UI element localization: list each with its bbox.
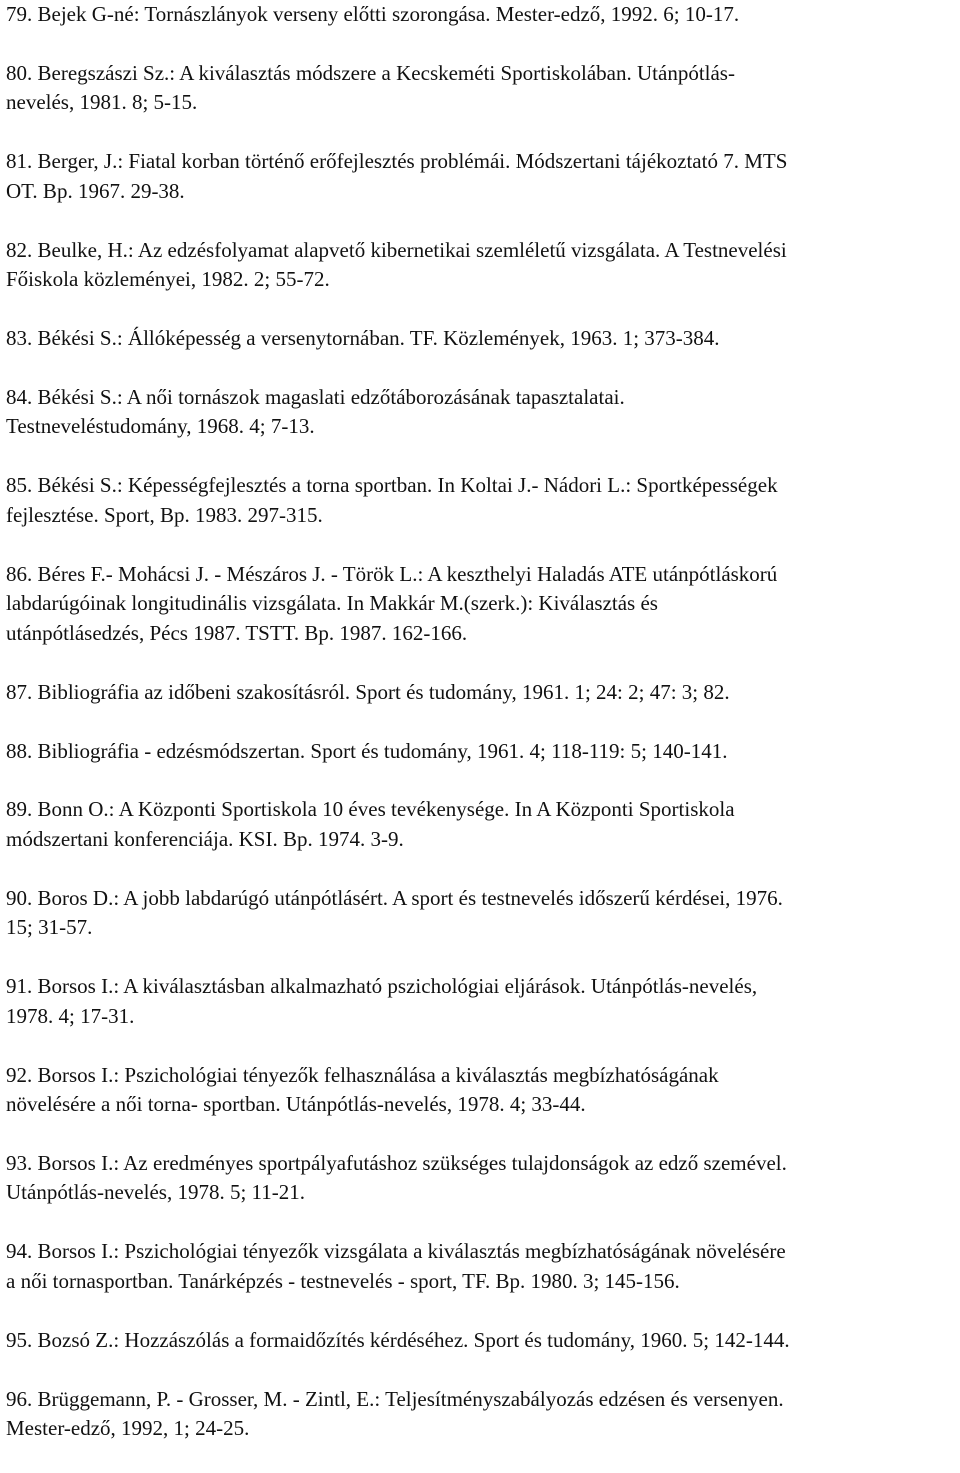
reference-90: 90. Boros D.: A jobb labdarúgó utánpótlásért. A sport és testnevelés időszerű kérdései, 1976. 15; 31-57. <box>6 885 783 940</box>
reference-83: 83. Békési S.: Állóképesség a versenytornában. TF. Közlemények, 1963. 1; 373-384. <box>6 326 720 351</box>
reference-92: 92. Borsos I.: Pszichológiai tényezők felhasználása a kiválasztás megbízhatóságának növelésére a női torna- sportban. Utánpótlás-nevelés, 1978. 4; 33-44. <box>6 1062 719 1117</box>
reference-95: 95. Bozsó Z.: Hozzászólás a formaidőzítés kérdéséhez. Sport és tudomány, 1960. 5; 142-144. <box>6 1327 790 1352</box>
reference-81: 81. Berger, J.: Fiatal korban történő erőfejlesztés problémái. Módszertani tájékoztató 7. MTS OT. Bp. 1967. 29-38. <box>6 149 788 203</box>
reference-79: 79. Bejek G-né: Tornászlányok verseny előtti szorongása. Mester-edző, 1992. 6; 10-17. <box>6 2 740 26</box>
reference-89: 89. Bonn O.: A Központi Sportiskola 10 éves tevékenysége. In A Központi Sportiskola módszertani konferenciája. KSI. Bp. 1974. 3-9. <box>6 797 735 851</box>
reference-96: 96. Brüggemann, P. - Grosser, M. - Zintl, E.: Teljesítményszabályozás edzésen és versenyen. Mester-edző, 1992, 1; 24-25. <box>6 1386 784 1441</box>
reference-86: 86. Béres F.- Mohácsi J. - Mészáros J. - Török L.: A keszthelyi Haladás ATE utánpótláskorú labdarúgóinak longitudinális vizsgálata. In Makkár M.(szerk.): Kiválasztás és utánpótlásedzés, Pécs 1987. TSTT. Bp. 1987. 162-166. <box>6 561 778 645</box>
reference-list <box>6 0 956 1473</box>
reference-94: 94. Borsos I.: Pszichológiai tényezők vizsgálata a kiválasztás megbízhatóságának növelésére a női tornasportban. Tanárképzés - testnevelés - sport, TF. Bp. 1980. 3; 145-156. <box>6 1239 786 1293</box>
reference-84: 84. Békési S.: A női tornászok magaslati edzőtáborozásának tapasztalatai. Testneveléstudomány, 1968. 4; 7-13. <box>6 384 625 439</box>
reference-80: 80. Beregszászi Sz.: A kiválasztás módszere a Kecskeméti Sportiskolában. Utánpótlás- nevelés, 1981. 8; 5-15. <box>6 60 735 115</box>
reference-82: 82. Beulke, H.: Az edzésfolyamat alapvető kibernetikai szemléletű vizsgálata. A Testnevelési Főiskola közleményei, 1982. 2; 55-72. <box>6 237 787 292</box>
reference-88: 88. Bibliográfia - edzésmódszertan. Sport és tudomány, 1961. 4; 118-119: 5; 140-141. <box>6 738 728 763</box>
reference-93: 93. Borsos I.: Az eredményes sportpályafutáshoz szükséges tulajdonságok az edző szemével. Utánpótlás-nevelés, 1978. 5; 11-21. <box>6 1150 787 1205</box>
reference-87: 87. Bibliográfia az időbeni szakosításról. Sport és tudomány, 1961. 1; 24: 2; 47: 3; 82. <box>6 679 730 704</box>
reference-85: 85. Békési S.: Képességfejlesztés a torna sportban. In Koltai J.- Nádori L.: Sportképességek fejlesztése. Sport, Bp. 1983. 297-315. <box>6 473 778 527</box>
reference-91: 91. Borsos I.: A kiválasztásban alkalmazható pszichológiai eljárások. Utánpótlás-nevelés, 1978. 4; 17-31. <box>6 974 758 1028</box>
